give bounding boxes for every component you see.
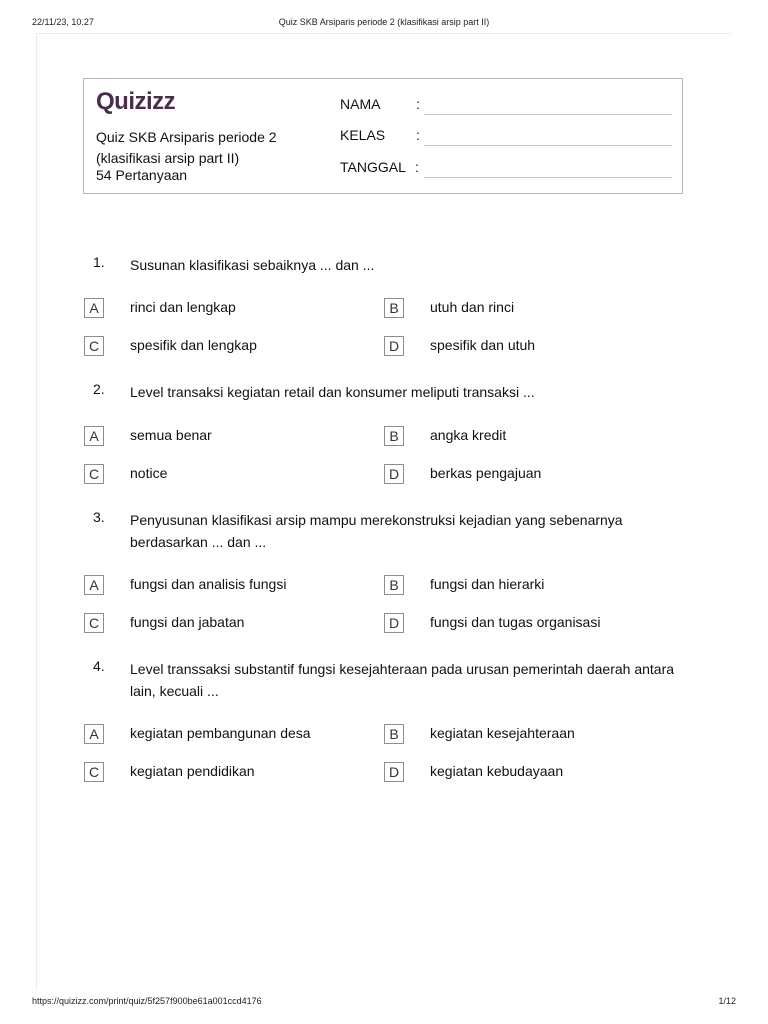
- option-text: berkas pengajuan: [430, 465, 542, 481]
- quizizz-logo: Quizizz: [96, 88, 176, 115]
- option-letter: A: [84, 724, 104, 744]
- option-letter: D: [384, 762, 404, 782]
- print-title: Quiz SKB Arsiparis periode 2 (klasifikasi arsip part II): [278, 17, 490, 27]
- question-count: 54 Pertanyaan: [96, 167, 188, 183]
- option-letter: C: [84, 336, 104, 356]
- date-label: TANGGAL: [340, 159, 406, 175]
- question-text: Susunan klasifikasi sebaiknya ... dan ...: [130, 257, 375, 273]
- quiz-info-box: [83, 78, 683, 194]
- option-text: kegiatan kesejahteraan: [430, 725, 575, 741]
- print-date: 22/11/23, 10.27: [32, 17, 94, 27]
- question-number: 2.: [93, 381, 105, 397]
- option-text: spesifik dan utuh: [430, 337, 536, 353]
- option-letter: C: [84, 464, 104, 484]
- option-text: kegiatan kebudayaan: [430, 763, 564, 779]
- date-line: [424, 177, 672, 178]
- question-number: 3.: [93, 509, 105, 525]
- option-text: notice: [130, 465, 168, 481]
- option-letter: B: [384, 575, 404, 595]
- option-text: kegiatan pembangunan desa: [130, 725, 311, 741]
- class-line: [424, 145, 672, 146]
- question-text: Level transaksi kegiatan retail dan konsumer meliputi transaksi ...: [130, 384, 535, 400]
- option-text: angka kredit: [430, 427, 507, 443]
- page-url: https://quizizz.com/print/quiz/5f257f900be61a001ccd4176: [32, 996, 262, 1006]
- option-letter: D: [384, 336, 404, 356]
- option-text: rinci dan lengkap: [130, 299, 236, 315]
- quiz-title: Quiz SKB Arsiparis periode 2 (klasifikasi arsip part II): [96, 129, 277, 166]
- option-text: kegiatan pendidikan: [130, 763, 255, 779]
- option-letter: A: [84, 298, 104, 318]
- option-letter: A: [84, 575, 104, 595]
- page-number: 1/12: [718, 996, 736, 1006]
- option-letter: C: [84, 613, 104, 633]
- name-line: [424, 114, 672, 115]
- option-text: utuh dan rinci: [430, 299, 515, 315]
- page-border-top: [36, 33, 730, 34]
- option-letter: D: [384, 464, 404, 484]
- page-border-left: [36, 33, 37, 990]
- question-text: Level transsaksi substantif fungsi kesejahteraan pada urusan pemerintah daerah antara lain, kecuali ...: [130, 661, 675, 699]
- option-letter: B: [384, 298, 404, 318]
- date-colon: :: [415, 159, 419, 175]
- option-letter: C: [84, 762, 104, 782]
- option-text: fungsi dan hierarki: [430, 576, 545, 592]
- question-number: 4.: [93, 658, 105, 674]
- option-letter: B: [384, 724, 404, 744]
- option-text: fungsi dan tugas organisasi: [430, 614, 601, 630]
- print-header: [0, 0, 768, 34]
- option-text: fungsi dan jabatan: [130, 614, 245, 630]
- class-label: KELAS: [340, 127, 386, 143]
- class-colon: :: [416, 127, 420, 143]
- option-text: spesifik dan lengkap: [130, 337, 257, 353]
- question-text: Penyusunan klasifikasi arsip mampu merekonstruksi kejadian yang sebenarnya berdasarkan ... dan ...: [130, 512, 623, 550]
- option-letter: A: [84, 426, 104, 446]
- option-text: fungsi dan analisis fungsi: [130, 576, 287, 592]
- option-letter: B: [384, 426, 404, 446]
- option-text: semua benar: [130, 427, 212, 443]
- name-colon: :: [416, 96, 420, 112]
- option-letter: D: [384, 613, 404, 633]
- name-label: NAMA: [340, 96, 381, 112]
- question-number: 1.: [93, 254, 105, 270]
